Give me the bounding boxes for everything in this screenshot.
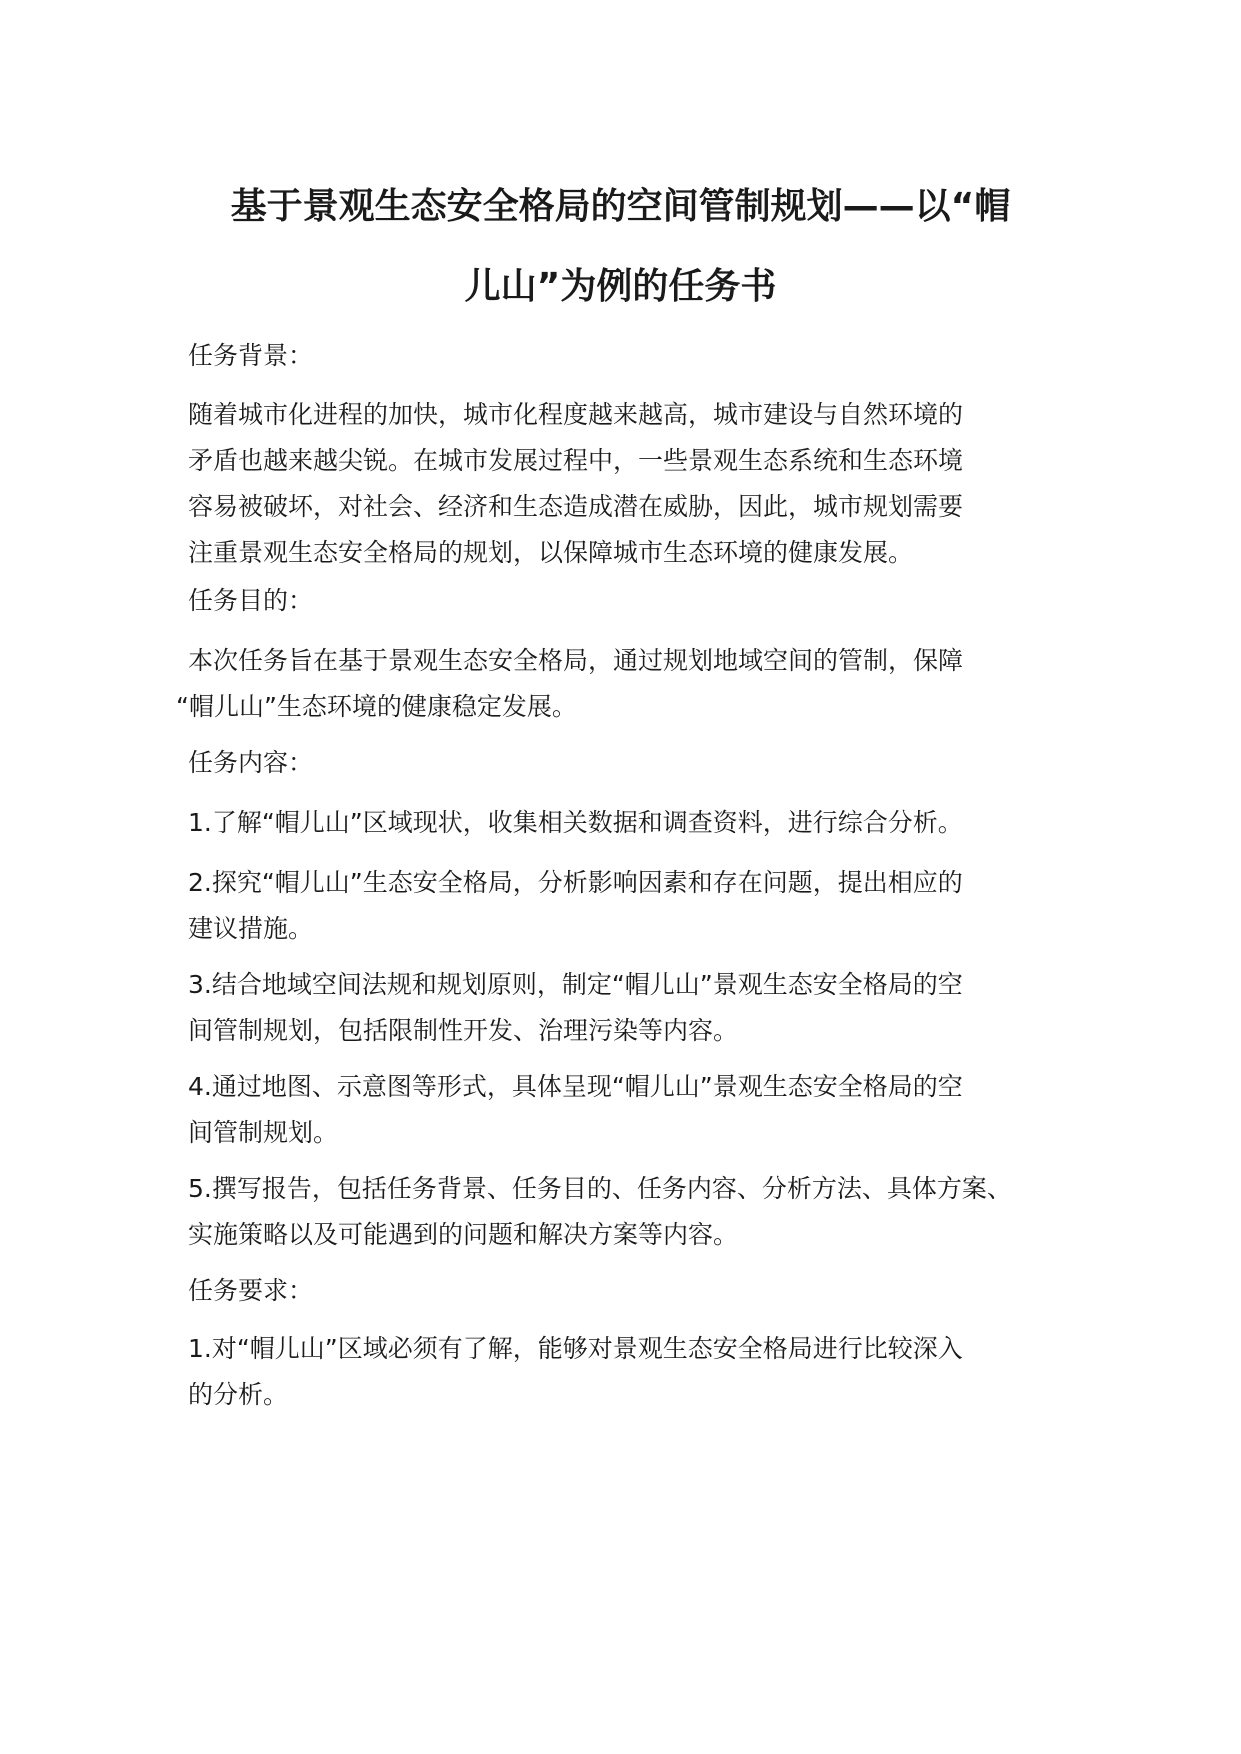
paragraph-line: “帽儿山”生态环境的健康稳定发展。	[176, 692, 577, 721]
paragraph-line: 容易被破坏，对社会、经济和生态造成潜在威胁，因此，城市规划需要	[188, 492, 964, 521]
paragraph-line: 随着城市化进程的加快，城市化程度越来越高，城市建设与自然环境的	[188, 400, 964, 429]
list-item-line: 2.探究“帽儿山”生态安全格局，分析影响因素和存在问题，提出相应的	[188, 868, 963, 897]
paragraph-line: 矛盾也越来越尖锐。在城市发展过程中，一些景观生态系统和生态环境	[188, 446, 964, 475]
requirements-heading: 任务要求：	[188, 1276, 314, 1305]
purpose-heading: 任务目的：	[188, 586, 314, 615]
list-item-line: 1.对“帽儿山”区域必须有了解，能够对景观生态安全格局进行比较深入	[188, 1334, 963, 1363]
list-item-line: 建议措施。	[188, 914, 314, 943]
document-title-line-1: 基于景观生态安全格局的空间管制规划——以“帽	[230, 186, 1011, 227]
list-item-line: 3.结合地域空间法规和规划原则，制定“帽儿山”景观生态安全格局的空	[188, 970, 963, 999]
list-item-line: 5.撰写报告，包括任务背景、任务目的、任务内容、分析方法、具体方案、	[188, 1174, 1012, 1203]
content-item-5	[188, 1166, 1068, 1258]
list-item-line: 的分析。	[188, 1380, 289, 1409]
content-item-4	[188, 1064, 1068, 1156]
list-item-line: 间管制规划，包括限制性开发、治理污染等内容。	[188, 1016, 739, 1045]
content-item-2	[188, 860, 1068, 952]
content-heading: 任务内容：	[188, 748, 314, 777]
list-item-line: 实施策略以及可能遇到的问题和解决方案等内容。	[188, 1220, 739, 1249]
requirement-item-1	[188, 1326, 1068, 1418]
content-item-3	[188, 962, 1068, 1054]
background-paragraph	[188, 392, 1068, 576]
paragraph-line: 注重景观生态安全格局的规划，以保障城市生态环境的健康发展。	[188, 538, 914, 567]
purpose-paragraph	[176, 638, 1068, 730]
list-item-line: 4.通过地图、示意图等形式，具体呈现“帽儿山”景观生态安全格局的空	[188, 1072, 963, 1101]
list-item-line: 1.了解“帽儿山”区域现状，收集相关数据和调查资料，进行综合分析。	[188, 808, 963, 837]
list-item-line: 间管制规划。	[188, 1118, 339, 1147]
content-item-1	[188, 800, 1068, 846]
background-heading: 任务背景：	[188, 341, 314, 370]
document-title-line-2: 儿山”为例的任务书	[464, 266, 777, 307]
paragraph-line: 本次任务旨在基于景观生态安全格局，通过规划地域空间的管制，保障	[188, 646, 964, 675]
